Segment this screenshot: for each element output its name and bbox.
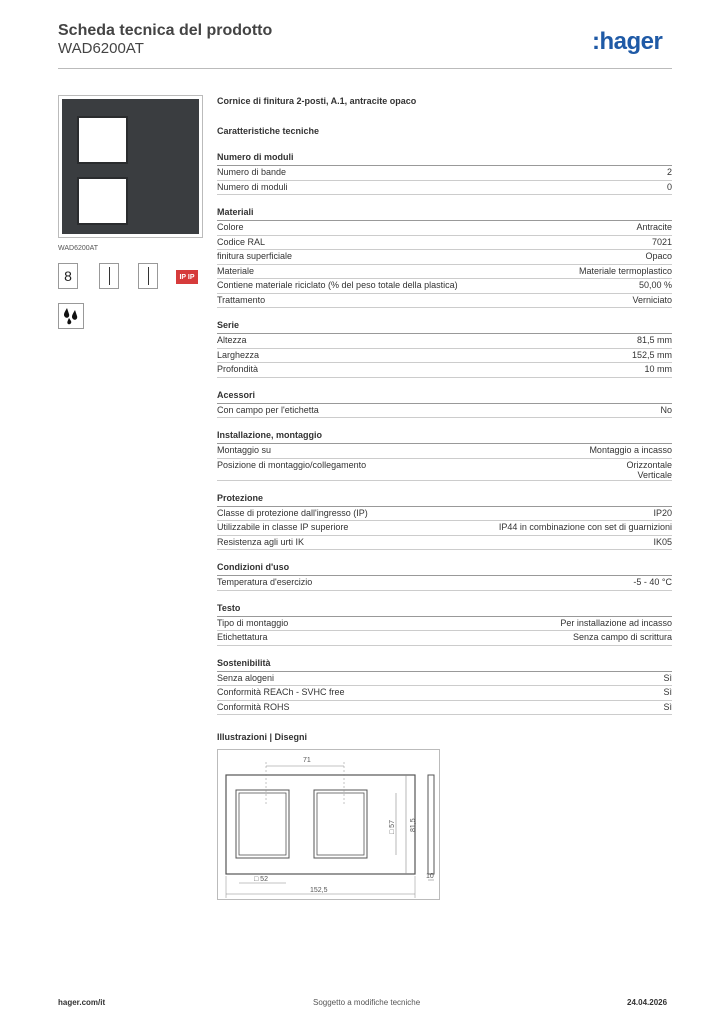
- spec-section: [217, 320, 672, 378]
- spec-label: Profondità: [217, 364, 259, 374]
- product-code: WAD6200AT: [58, 40, 144, 57]
- spec-content: [217, 96, 672, 715]
- spec-value: [639, 280, 672, 290]
- spec-value: [644, 364, 672, 374]
- spec-label: Colore: [217, 222, 244, 232]
- water-drops-icon: [58, 303, 84, 329]
- spec-sections: [217, 152, 672, 715]
- spec-value: [589, 445, 672, 455]
- spec-value-line: Per installazione ad incasso: [560, 617, 672, 628]
- spec-section: [217, 152, 672, 195]
- section-title: Protezione: [217, 493, 672, 507]
- spec-row: [217, 701, 672, 716]
- spec-row: [217, 521, 672, 536]
- hager-logo: :hager: [592, 28, 663, 55]
- display-digit-icon: [58, 263, 78, 289]
- spec-value-line: Materiale termoplastico: [578, 265, 672, 276]
- dim-52: □ 52: [254, 876, 268, 883]
- spec-value: [653, 508, 672, 518]
- spec-row: [217, 166, 672, 181]
- dim-81: 81,5: [410, 818, 417, 832]
- spec-value-line: IP44 in combinazione con set di guarnizioni: [498, 522, 672, 532]
- spec-section: [217, 207, 672, 308]
- spec-section: [217, 562, 672, 591]
- spec-value: [663, 673, 672, 683]
- spec-row: [217, 404, 672, 419]
- doc-title: Scheda tecnica del prodotto: [58, 22, 273, 39]
- spec-value-line: Sì: [663, 701, 672, 712]
- product-name: Cornice di finitura 2-posti, A.1, antracite opaco: [217, 96, 417, 106]
- product-image: [58, 95, 203, 238]
- spec-value: [626, 460, 672, 480]
- spec-label: Conformità ROHS: [217, 701, 290, 712]
- spec-label: Larghezza: [217, 349, 260, 360]
- spec-value-line: Verniciato: [632, 294, 672, 305]
- illustrations-title: Illustrazioni | Disegni: [217, 732, 308, 742]
- dim-10: 10: [426, 873, 434, 880]
- spec-value-line: 152,5 mm: [631, 349, 672, 360]
- frame-opening-bottom: [77, 177, 128, 225]
- spec-row: [217, 576, 672, 591]
- spec-value-line: -5 - 40 °C: [633, 577, 672, 587]
- spec-value: [645, 251, 672, 261]
- spec-value-line: 2: [666, 167, 672, 177]
- spec-label: Utilizzabile in classe IP superiore: [217, 522, 349, 532]
- spec-value: [660, 405, 672, 415]
- section-title: Serie: [217, 320, 672, 334]
- spec-label: Contiene materiale riciclato (% del peso totale della plastica): [217, 280, 458, 290]
- spec-value-line: Orizzontale: [626, 459, 672, 470]
- spec-value-line: Opaco: [645, 251, 672, 261]
- spec-label: Resistenza agli urti IK: [217, 536, 305, 547]
- spec-label: Conformità REACh - SVHC free: [217, 687, 345, 697]
- header-divider: [58, 68, 672, 69]
- footer-date: 24.04.2026: [627, 998, 668, 1007]
- spec-value: [667, 167, 672, 177]
- spec-value: [579, 266, 672, 276]
- spec-label: Numero di moduli: [217, 181, 288, 192]
- spec-section: [217, 603, 672, 646]
- section-title: Sostenibilità: [217, 658, 672, 672]
- spec-value: [667, 182, 672, 192]
- spec-value: [633, 577, 672, 587]
- spec-label: Altezza: [217, 335, 247, 345]
- spec-row: [217, 250, 672, 265]
- spec-section: [217, 390, 672, 419]
- section-title: Acessori: [217, 390, 672, 404]
- spec-label: Classe di protezione dall'ingresso (IP): [217, 507, 368, 518]
- spec-value-line: No: [660, 404, 672, 415]
- spec-value-line: 81,5 mm: [636, 335, 672, 345]
- spec-value: [560, 618, 672, 628]
- spec-value-line: Montaggio a incasso: [589, 445, 672, 455]
- spec-label: Materiale: [217, 265, 255, 276]
- spec-value: [636, 222, 672, 232]
- spec-row: [217, 221, 672, 236]
- dim-152: 152,5: [310, 887, 328, 894]
- spec-label: finitura superficiale: [217, 251, 293, 261]
- spec-value: [653, 537, 672, 547]
- spec-row: [217, 236, 672, 251]
- spec-value: [652, 237, 672, 247]
- digit-glyph: 8: [64, 268, 72, 284]
- section-title: Installazione, montaggio: [217, 430, 672, 444]
- spec-label: Senza alogeni: [217, 672, 275, 683]
- spec-value-line: Senza campo di scrittura: [572, 632, 672, 642]
- spec-label: Temperatura d'esercizio: [217, 577, 313, 587]
- spec-section: [217, 493, 672, 551]
- spec-value-line: 0: [666, 181, 672, 192]
- spec-row: [217, 459, 672, 481]
- spec-row: [217, 444, 672, 459]
- section-title: Numero di moduli: [217, 152, 672, 166]
- spec-value: [632, 295, 672, 305]
- footer-website[interactable]: hager.com/it: [58, 998, 106, 1007]
- spec-label: Tipo di montaggio: [217, 617, 289, 628]
- spec-row: [217, 294, 672, 309]
- spec-value: [663, 687, 672, 697]
- spec-value-line: IP20: [653, 507, 672, 518]
- spec-label: Montaggio su: [217, 445, 272, 455]
- dim-57: □ 57: [389, 820, 396, 834]
- section-title: Testo: [217, 603, 672, 617]
- spec-label: Etichettatura: [217, 632, 268, 642]
- spec-label: Posizione di montaggio/collegamento: [217, 459, 367, 470]
- spec-value: [573, 632, 672, 642]
- frame-opening-top: [77, 116, 128, 164]
- spec-row: [217, 507, 672, 522]
- spec-section: [217, 430, 672, 481]
- spec-label: Numero di bande: [217, 167, 287, 177]
- spec-row: [217, 349, 672, 364]
- spec-section: [217, 658, 672, 716]
- spec-row: [217, 617, 672, 632]
- spec-row: [217, 631, 672, 646]
- spec-row: [217, 279, 672, 294]
- dimension-drawing: [217, 749, 440, 900]
- spec-row: [217, 334, 672, 349]
- spec-value-line: 10 mm: [644, 364, 672, 374]
- spec-label: Trattamento: [217, 294, 266, 305]
- spec-row: [217, 363, 672, 378]
- tech-title: Caratteristiche tecniche: [217, 126, 320, 136]
- ip-badge-icon: [176, 270, 198, 284]
- spec-value-line: 50,00 %: [638, 280, 672, 290]
- vertical-line-icon: [99, 263, 119, 289]
- spec-value: [663, 702, 672, 712]
- spec-value: [637, 335, 672, 345]
- ip-glyph: IP IP: [179, 273, 195, 281]
- spec-row: [217, 672, 672, 687]
- footer-notice: Soggetto a modifiche tecniche: [313, 998, 421, 1007]
- spec-value-line: Sì: [663, 687, 672, 697]
- image-caption: WAD6200AT: [58, 245, 99, 252]
- spec-value: [499, 522, 672, 532]
- spec-value-line: Verticale: [637, 469, 672, 480]
- spec-label: Con campo per l'etichetta: [217, 404, 319, 415]
- spec-row: [217, 536, 672, 551]
- spec-value-line: 7021: [651, 236, 672, 247]
- spec-value: [632, 350, 672, 360]
- dim-71: 71: [303, 757, 311, 764]
- spec-row: [217, 181, 672, 196]
- frame-graphic: [62, 99, 199, 234]
- spec-label: Codice RAL: [217, 236, 266, 247]
- spec-value-line: Sì: [663, 672, 672, 683]
- section-title: Condizioni d'uso: [217, 562, 672, 576]
- spec-row: [217, 686, 672, 701]
- spec-value-line: Antracite: [636, 222, 672, 232]
- spec-row: [217, 265, 672, 280]
- section-title: Materiali: [217, 207, 672, 221]
- spec-value-line: IK05: [653, 536, 672, 547]
- vertical-line-icon: [138, 263, 158, 289]
